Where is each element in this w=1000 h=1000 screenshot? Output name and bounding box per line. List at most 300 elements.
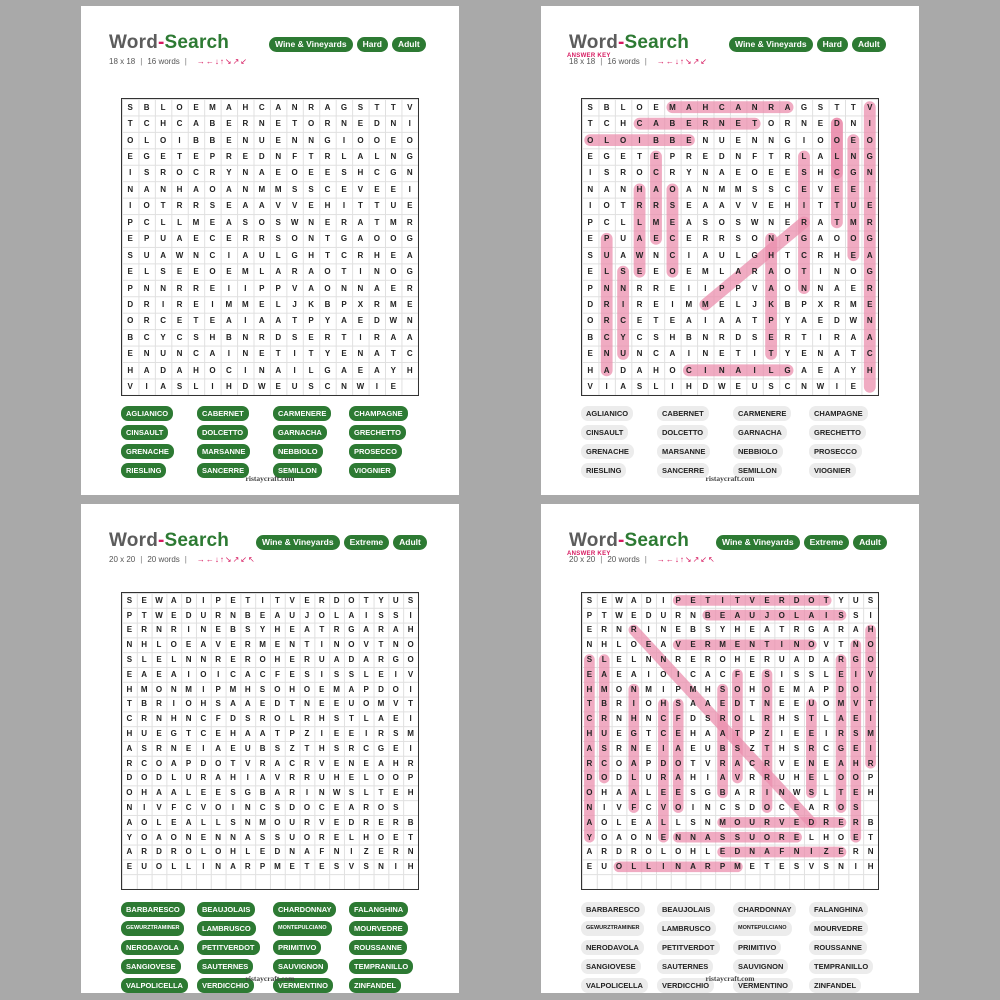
grid-cell: V: [749, 595, 755, 605]
grid-cell: I: [359, 267, 362, 277]
grid-cell: T: [779, 625, 785, 635]
grid-cell: H: [308, 250, 314, 260]
grid-cell: L: [631, 862, 637, 872]
grid-cell: V: [675, 640, 681, 650]
grid-cell: N: [160, 184, 166, 194]
grid-cell: I: [835, 382, 838, 392]
grid-cell: B: [867, 817, 874, 827]
grid-cell: [329, 874, 344, 889]
grid-cell: H: [823, 832, 830, 842]
grid-cell: N: [768, 234, 774, 244]
grid-cell: M: [645, 684, 652, 694]
grid-cell: N: [185, 655, 192, 665]
grid-cell: E: [817, 316, 824, 326]
grid-cell: [166, 874, 181, 889]
grid-cell: N: [704, 803, 711, 813]
grid-cell: R: [126, 758, 133, 768]
grid-cell: S: [734, 803, 741, 813]
grid-cell: M: [225, 300, 233, 310]
grid-cell: E: [275, 135, 281, 145]
grid-cell: E: [850, 184, 856, 194]
grid-cell: A: [244, 669, 251, 679]
grid-cell: A: [768, 267, 774, 277]
grid-cell: V: [779, 758, 785, 768]
grid-cell: T: [341, 267, 347, 277]
grid-cell: W: [155, 610, 163, 620]
grid-cell: T: [801, 267, 807, 277]
grid-cell: I: [647, 625, 650, 635]
grid-cell: T: [378, 640, 384, 650]
grid-cell: S: [719, 832, 726, 842]
word-item: NERODAVOLA: [581, 940, 644, 955]
grid-cell: N: [291, 102, 298, 112]
grid-cell: I: [320, 729, 323, 739]
grid-cell: A: [373, 283, 380, 293]
grid-cell: O: [603, 201, 610, 211]
grid-cell: A: [784, 102, 791, 112]
word-item: PRIMITIVO: [273, 940, 321, 955]
grid-cell: E: [215, 788, 221, 798]
grid-cell: V: [587, 382, 593, 392]
grid-cell: P: [215, 595, 221, 605]
grid-cells: [122, 99, 418, 395]
grid-cell: A: [275, 102, 282, 112]
grid-cell: Z: [304, 729, 310, 739]
grid-cell: E: [333, 803, 340, 813]
grid-cell: O: [675, 847, 682, 857]
grid-cell: W: [717, 382, 726, 392]
grid-cell: H: [392, 758, 399, 768]
grid-cell: A: [735, 102, 742, 112]
grid-cell: T: [823, 595, 829, 605]
grid-cell: H: [866, 365, 873, 375]
grid-cell: E: [779, 862, 785, 872]
grid-cell: H: [601, 640, 608, 650]
grid-cell: O: [259, 655, 266, 665]
grid-cell: E: [853, 743, 859, 753]
grid-cell: N: [768, 135, 774, 145]
word-item: SEMILLON: [733, 463, 782, 478]
grid-cell: N: [690, 832, 696, 842]
grid-cell: D: [734, 699, 741, 709]
grid-cell: C: [193, 168, 199, 178]
grid-cell: O: [159, 135, 167, 145]
grid-cell: L: [620, 102, 626, 112]
grid-cell: S: [333, 669, 340, 679]
grid-cell: V: [867, 669, 874, 679]
grid-cell: T: [186, 729, 192, 739]
grid-cell: M: [701, 267, 709, 277]
grid-cell: R: [324, 152, 331, 162]
grid-cell: T: [838, 640, 844, 650]
grid-cell: D: [274, 699, 281, 709]
grid-cell: B: [209, 135, 216, 145]
grid-cell: A: [833, 283, 840, 293]
word-item: GEWURZTRAMINER: [121, 921, 184, 936]
grid-cell: C: [690, 669, 696, 679]
grid-cell: N: [768, 217, 774, 227]
grid-cell: P: [587, 283, 593, 293]
grid-cell: T: [127, 119, 133, 129]
grid-cell: E: [193, 102, 199, 112]
grid-cell: A: [630, 758, 637, 768]
grid-cell: S: [768, 184, 774, 194]
grid-cell: H: [225, 382, 232, 392]
grid-cell: I: [687, 250, 690, 260]
grid-cell: [344, 874, 359, 889]
grid-cell: E: [141, 595, 147, 605]
word-item: MOURVEDRE: [349, 921, 408, 936]
word-item: PRIMITIVO: [733, 940, 781, 955]
grid-cell: [715, 874, 730, 889]
grid-cell: N: [348, 758, 355, 768]
grid-cell: Z: [764, 729, 770, 739]
grid-cell: S: [209, 201, 216, 211]
grid-cell: B: [719, 788, 726, 798]
grid-cell: I: [825, 610, 828, 620]
grid-cell: S: [274, 832, 281, 842]
grid-cell: O: [734, 817, 741, 827]
grid-cell: A: [669, 349, 676, 359]
grid-cell: V: [779, 817, 785, 827]
grid-cell: E: [749, 862, 755, 872]
grid-cell: R: [378, 655, 384, 665]
grid-cell: A: [160, 250, 166, 260]
grid-cell: W: [635, 250, 644, 260]
grid-cell: O: [867, 655, 874, 665]
grid-cell: C: [620, 316, 626, 326]
grid-cell: A: [603, 365, 610, 375]
grid-cell: N: [586, 640, 593, 650]
grid-cell: A: [126, 817, 133, 827]
audience-tag: Adult: [853, 535, 887, 550]
grid-cell: H: [852, 758, 859, 768]
grid-cell: R: [373, 300, 380, 310]
grid-cell: T: [735, 349, 741, 359]
grid-cell: L: [160, 102, 166, 112]
grid-cell: E: [230, 655, 236, 665]
word-item: CHAMPAGNE: [809, 406, 868, 421]
grid-cell: E: [867, 300, 873, 310]
grid-cell: O: [586, 788, 593, 798]
grid-cell: A: [793, 655, 800, 665]
grid-cell: O: [209, 267, 216, 277]
grid-cell: U: [160, 234, 166, 244]
grid-cell: S: [308, 184, 314, 194]
grid-cell: A: [274, 758, 281, 768]
grid-cell: E: [636, 267, 643, 277]
grid-cells: [122, 593, 418, 889]
grid-cell: G: [866, 234, 873, 244]
grid-cell: A: [357, 234, 364, 244]
grid-cell: C: [230, 669, 236, 679]
grid-cell: E: [735, 168, 741, 178]
grid-cell: N: [867, 847, 874, 857]
grid-cell: S: [304, 669, 310, 679]
word-item: GRENACHE: [121, 444, 174, 459]
grid-cell: W: [356, 382, 365, 392]
grid-cell: C: [636, 332, 643, 342]
grid-cell: T: [653, 316, 659, 326]
grid-cell: M: [241, 300, 249, 310]
grid-cell: E: [259, 847, 266, 857]
grid-cell: R: [141, 714, 148, 724]
grid-cell: E: [289, 655, 295, 665]
grid-cell: T: [160, 201, 166, 211]
grid-cell: E: [259, 699, 266, 709]
grid-cell: O: [176, 168, 183, 178]
grid-cell: N: [357, 283, 364, 293]
grid-cell: H: [690, 847, 696, 857]
grid-cell: [270, 874, 285, 889]
grid-cell: G: [808, 625, 815, 635]
grid-cell: W: [816, 382, 825, 392]
grid-cell: N: [215, 832, 222, 842]
word-item: MONTEPULCIANO: [733, 921, 792, 936]
grid-cell: E: [308, 332, 314, 342]
grid-cell: H: [734, 655, 741, 665]
grid-cell: V: [156, 803, 162, 813]
grid-size: 20 x 20: [569, 555, 596, 564]
grid-cell: C: [719, 803, 726, 813]
grid-cell: E: [587, 152, 593, 162]
grid-cell: N: [866, 168, 873, 178]
grid-cell: Y: [586, 832, 593, 842]
grid-cell: N: [160, 283, 166, 293]
grid-cell: A: [258, 316, 265, 326]
grid-cell: N: [185, 714, 192, 724]
grid-cell: E: [636, 316, 643, 326]
grid-cell: [626, 874, 641, 889]
grid-cell: M: [652, 217, 660, 227]
grid-cell: O: [645, 699, 652, 709]
grid-cell: E: [200, 832, 207, 842]
grid-cell: X: [357, 300, 364, 310]
grid-cell: C: [784, 184, 791, 194]
grid-cell: R: [378, 729, 384, 739]
grid-cell: A: [170, 788, 177, 798]
page-title: Word-Search: [109, 530, 230, 551]
grid-cell: A: [126, 847, 133, 857]
grid-cell: O: [373, 135, 380, 145]
grid-cell: O: [406, 135, 413, 145]
grid-cell: O: [619, 135, 627, 145]
grid-cell: E: [324, 217, 331, 227]
grid-cell: E: [357, 119, 364, 129]
grid-cell: D: [378, 684, 384, 694]
grid-cell: C: [209, 250, 216, 260]
grid-cell: S: [126, 595, 133, 605]
grid-cell: E: [274, 640, 281, 650]
grid-cell: C: [289, 758, 296, 768]
grid-cell: A: [630, 788, 637, 798]
grid-cell: E: [690, 655, 696, 665]
grid-cell: S: [245, 714, 251, 724]
tag-group: [256, 535, 427, 550]
grid-cell: O: [392, 684, 399, 694]
grid-cell: T: [378, 788, 384, 798]
word-item: GRENACHE: [581, 444, 634, 459]
grid-cell: R: [751, 267, 758, 277]
grid-cell: H: [636, 184, 643, 194]
grid-cell: [240, 874, 255, 889]
grid-cell: H: [170, 714, 177, 724]
grid-cell: E: [793, 699, 800, 709]
grid-cell: H: [734, 625, 741, 635]
grid-cell: A: [808, 684, 815, 694]
grid-cell: W: [332, 788, 341, 798]
grid-cell: E: [793, 832, 800, 842]
grid-cell: I: [603, 803, 606, 813]
grid-cell: B: [259, 788, 266, 798]
grid-cell: I: [819, 332, 822, 342]
grid-cell: V: [734, 773, 741, 783]
grid-cell: G: [784, 365, 791, 375]
grid-cell: T: [274, 729, 280, 739]
grid-cell: R: [378, 625, 384, 635]
grid-cell: T: [304, 743, 310, 753]
grid-cell: N: [215, 862, 222, 872]
grid-cell: T: [752, 119, 758, 129]
grid-cell: H: [244, 684, 251, 694]
grid-cell: N: [586, 803, 593, 813]
grid-cell: V: [319, 758, 325, 768]
grid-cell: R: [601, 714, 608, 724]
grid-cell: H: [333, 773, 340, 783]
grid-cell: N: [749, 640, 756, 650]
grid-cell: H: [653, 365, 659, 375]
grid-cell: R: [176, 201, 183, 211]
grid-cell: S: [735, 217, 741, 227]
word-item: CHAMPAGNE: [349, 406, 408, 421]
grid-size: 18 x 18: [109, 57, 136, 66]
grid-cell: E: [226, 119, 232, 129]
grid-cell: R: [407, 758, 414, 768]
grid-cell: I: [704, 365, 707, 375]
grid-cell: L: [794, 610, 800, 620]
grid-cell: [403, 874, 418, 889]
grid-cell: E: [407, 300, 413, 310]
grid-cell: E: [275, 382, 281, 392]
grid-cell: U: [392, 595, 399, 605]
word-count: 20 words: [147, 555, 180, 564]
tag-group: [716, 535, 887, 550]
grid-cell: E: [226, 267, 232, 277]
grid-cell: E: [127, 234, 133, 244]
grid-cell: [863, 874, 878, 889]
grid-cell: R: [291, 267, 298, 277]
grid-cell: O: [645, 847, 652, 857]
grid-cell: A: [209, 349, 216, 359]
grid-cell: S: [393, 610, 399, 620]
grid-cell: L: [604, 135, 610, 145]
grid-cell: L: [348, 832, 354, 842]
grid-cell: A: [390, 332, 397, 342]
grid-cell: C: [143, 119, 150, 129]
grid-cell: U: [160, 349, 166, 359]
word-item: VERDICCHIO: [197, 978, 254, 993]
grid-cell: R: [778, 595, 785, 605]
grid-cell: E: [675, 729, 681, 739]
word-item: CINSAULT: [581, 425, 628, 440]
grid-cell: I: [721, 595, 724, 605]
grid-cell: T: [274, 595, 280, 605]
grid-cell: C: [193, 349, 199, 359]
grid-cell: B: [259, 743, 266, 753]
word-item: GARNACHA: [733, 425, 787, 440]
grid-cell: E: [616, 655, 622, 665]
grid-cell: N: [333, 640, 340, 650]
grid-cell: W: [155, 595, 163, 605]
grid-cell: C: [719, 669, 726, 679]
grid-cell: P: [801, 300, 807, 310]
grid-cell: O: [126, 788, 133, 798]
grid-cell: O: [636, 168, 643, 178]
grid-cell: R: [170, 625, 177, 635]
word-item: VERMENTINO: [733, 978, 793, 993]
grid-cell: O: [185, 847, 192, 857]
grid-cell: R: [719, 758, 726, 768]
grid-cell: U: [778, 773, 785, 783]
grid-cell: A: [586, 817, 593, 827]
grid-cell: F: [292, 152, 298, 162]
word-item: SANCERRE: [657, 463, 709, 478]
grid-cell: R: [718, 234, 725, 244]
grid-cell: S: [407, 595, 414, 605]
grid-cell: S: [230, 817, 236, 827]
grid-cell: B: [193, 135, 199, 145]
grid-cell: [359, 874, 374, 889]
grid-cell: N: [603, 349, 610, 359]
grid-cell: L: [646, 788, 652, 798]
grid-cell: T: [357, 201, 363, 211]
grid-cell: R: [304, 758, 310, 768]
grid-cell: O: [615, 862, 623, 872]
grid-cell: E: [616, 669, 622, 679]
grid-cell: [211, 874, 226, 889]
grid-cell: I: [825, 729, 828, 739]
grid-cell: D: [702, 382, 709, 392]
grid-cell: Y: [324, 316, 331, 326]
grid-cell: E: [784, 217, 791, 227]
grid-cell: N: [778, 788, 785, 798]
grid-cell: I: [802, 135, 806, 145]
grid-cell: T: [374, 217, 380, 227]
grid-cell: Y: [719, 625, 726, 635]
grid-cell: M: [669, 102, 676, 112]
grid-cell: I: [409, 684, 412, 694]
grid-cell: I: [187, 669, 190, 679]
grid-cell: I: [704, 283, 707, 293]
grid-cell: A: [768, 283, 774, 293]
grid-cell: N: [333, 847, 340, 857]
grid-cell: R: [764, 655, 770, 665]
grid-cell: R: [406, 283, 413, 293]
grid-cell: V: [823, 640, 829, 650]
grid-cell: W: [175, 250, 184, 260]
grid-cell: R: [620, 168, 626, 178]
grid-cell: N: [275, 152, 282, 162]
grid-cell: D: [735, 332, 742, 342]
grid-cell: G: [866, 152, 873, 162]
grid-cell: I: [365, 729, 368, 739]
grid-cell: A: [801, 316, 807, 326]
grid-cell: Z: [363, 847, 369, 857]
grid-cell: A: [817, 152, 824, 162]
grid-cell: O: [392, 773, 399, 783]
grid-cell: A: [660, 640, 667, 650]
grid-cell: T: [325, 234, 330, 244]
